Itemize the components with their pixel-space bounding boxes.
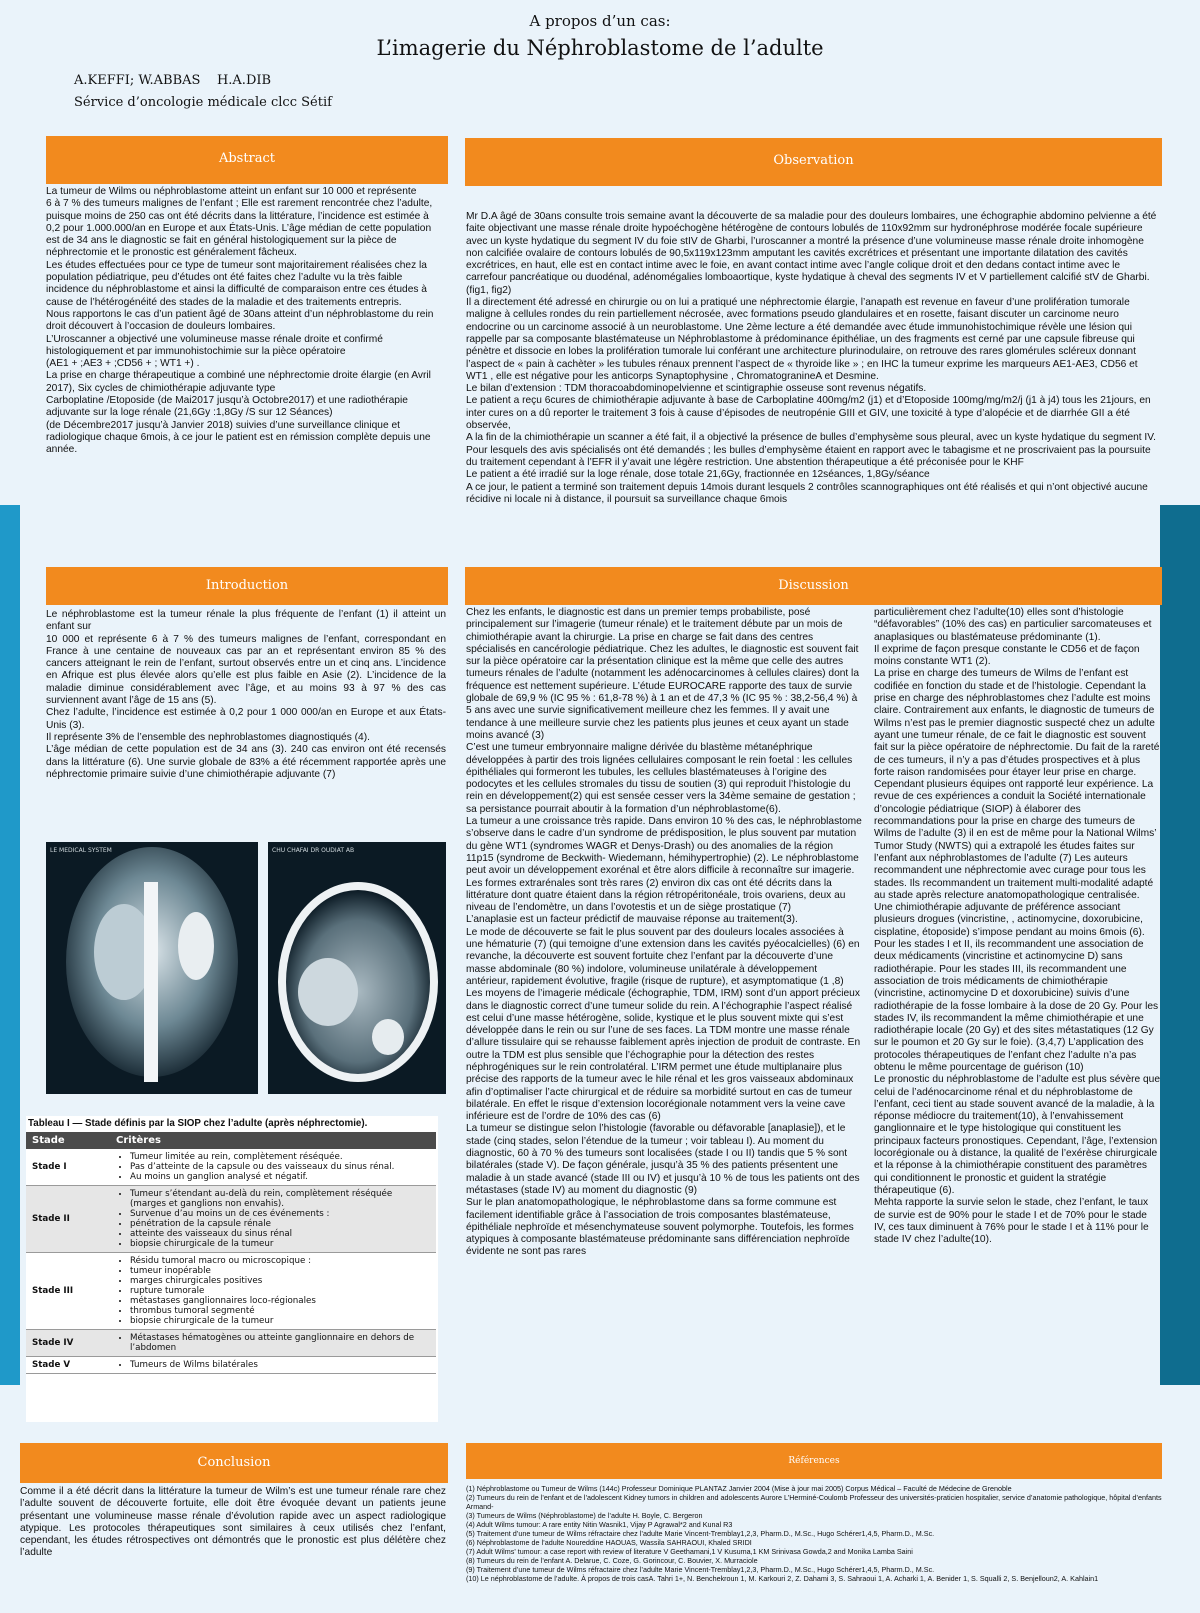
introduction-paragraph: 10 000 et représente 6 à 7 % des tumeurs malignes de l’enfant, correspondant en France à une centaine de nouveaux cas par an et représentant environ 85 % des cancers atteignant le rein de l’enfant, surtout observés entre un et cinq ans. L’incidence en Afrique est plus élevée alors qu’elle est plus faible en Asie (2). L’incidence de la maladie diminue considérablement avec l’âge, et au moins 93 à 97 % des cas surviennent avant l’âge de 15 ans (5). <box>46 633 446 707</box>
abstract-paragraph: La prise en charge thérapeutique a combiné une néphrectomie droite élargie (en Avril 2017), Six cycles de chimiothérapie adjuvante type <box>46 370 431 394</box>
abstract-paragraph: puisque moins de 250 cas ont été décrits dans la littérature, l’incidence est estimée à <box>46 210 429 222</box>
references-list <box>466 1484 1162 1609</box>
criteria-item: • Pas d’atteinte de la capsule ou des vaisseaux du sinus rénal. <box>130 1162 430 1172</box>
left-accent-bar <box>0 505 20 1385</box>
axial-ct-image <box>268 842 446 1094</box>
table-row <box>26 1253 436 1330</box>
criteria-item: • Tumeur limitée au rein, complètement réséquée. <box>130 1152 430 1162</box>
criteria-item: • thrombus tumoral segmenté <box>130 1306 430 1316</box>
abstract-paragraph: (AE1 + ;AE3 + ;CD56 + ; WT1 +) . <box>46 358 200 370</box>
poster-subtitle: A propos d’un cas: <box>529 12 671 30</box>
affiliation: Sérvice d’oncologie médicale clcc Sétif <box>74 95 332 110</box>
coronal-ct-image <box>46 842 258 1094</box>
scan1-label: LE MEDICAL SYSTEM <box>50 847 112 854</box>
observation-text <box>466 211 1160 561</box>
introduction-paragraph: Il représente 3% de l’ensemble des nephroblastomes diagnostiqués (4). <box>46 731 370 743</box>
discussion-header: Discussion <box>465 567 1162 605</box>
stage-cell: Stade V <box>26 1357 110 1374</box>
reference-item: (6) Néphroblastome de l’adulte Noureddine HAOUAS, Wassila SAHRAOUI, Khaled SRIDI <box>466 1538 752 1547</box>
reference-item: (3) Tumeurs de Wilms (Néphroblastome) de l’adulte H. Boyle, C. Bergeron <box>466 1511 703 1520</box>
reference-item: (7) Adult Wilms' tumour: a case report with review of literature V Geethamani,1 V Kusuma,1 KM Srinivasa Gowda,2 and Monika Lamba Saini <box>466 1547 913 1556</box>
criteria-cell <box>110 1149 436 1186</box>
reference-item: (4) Adult Wilms tumour: A rare entity Nitin Wasnik1, Vijay P Agrawal*2 and Kunal R3 <box>466 1520 733 1529</box>
abstract-paragraph: (de Décembre2017 jusqu’à Janvier 2018) suivies d’une surveillance clinique et radiologique chaque 6mois, à ce jour le patient est en rémission complète depuis une année. <box>46 419 431 456</box>
abstract-paragraph: Nous rapportons le cas d’un patient âgé de 30ans atteint d’un néphroblastome du rein droit découvert à l’occasion de douleurs lombaires. <box>46 308 434 333</box>
observation-paragraph: A ce jour, le patient a terminé son traitement depuis 14mois durant lesquels 2 contrôles scannographiques ont été réalisés et qui n’ont objectivé aucune récidive ni locale ni à distance, il poursuit sa surveillance chaque 6mois <box>466 481 1148 505</box>
table-row <box>26 1330 436 1357</box>
discussion-paragraph: Sur le plan anatomopathologique, le néphroblastome dans sa forme commune est facilement identifiable grâce à l’association de trois composantes blastémateuse, épithéliale nephroïde et mésenchymateuse souvent polymorphe. Toutefois, les formes atypiques à composante blastémateuse prédominante sans différenciation nephroïde évidente ne sont pas rares <box>466 1197 854 1258</box>
reference-item: (2) Tumeurs du rein de l’enfant et de l’adolescent Kidney tumors in children and adolescents Aurore L’Herminé-Coulomb Professeur des universités-praticien hospitalier, service d’anatomie pathologique, hôpital d’enfants Armand- <box>466 1493 1162 1511</box>
reference-item: (9) Traitement d’une tumeur de Wilms réfractaire chez l’adulte Marie Vincent-Tremblay1,2,3, Pharm.D., M.Sc., Hugo Schérer1,4,5, Pharm.D., M.Sc. <box>466 1565 935 1574</box>
criteria-item: • atteinte des vaisseaux du sinus rénal <box>130 1229 430 1239</box>
observation-header: Observation <box>465 138 1162 186</box>
conclusion-text <box>20 1486 446 1590</box>
table-row <box>26 1149 436 1186</box>
observation-paragraph: A la fin de la chimiothérapie un scanner a été fait, il a objectivé la présence de bulles d’emphysème sous pleural, avec un kyste hydatique du segment IV. Pour lesquels des avis spécialisés ont été demandés ; les bulles d’emphysème étaient en rapport avec le tabagisme et ne proscrivaient pas la poursuite du traitement cependant à l’EFR il y’avait une légère restriction. Une abstention thérapeutique a été préconisée pour le KHF <box>466 432 1156 468</box>
introduction-text <box>46 609 446 837</box>
abstract-paragraph: La tumeur de Wilms ou néphroblastome atteint un enfant sur 10 000 et représente <box>46 186 417 197</box>
criteria-item: • Survenue d’au moins un de ces événements : <box>130 1209 430 1219</box>
observation-paragraph: Le patient a été irradié sur la loge rénale, dose totale 21,6Gy, fractionnée en 12séances, 1,8Gy/séance <box>466 469 930 481</box>
table-row <box>26 1357 436 1374</box>
abstract-paragraph: L’Uroscanner a objectivé une volumineuse masse rénale droite et confirmé histologiquement et par immunohistochimie sur la pièce opératoire <box>46 333 383 357</box>
abstract-header: Abstract <box>46 136 448 184</box>
conclusion-header: Conclusion <box>20 1443 448 1483</box>
introduction-paragraph: Chez l’adulte, l’incidence est estimée à 0,2 pour 1 000 000/an en Europe et aux États-Unis (3). <box>46 707 446 731</box>
criteria-item: • pénétration de la capsule rénale <box>130 1219 430 1229</box>
scan2-label: CHU CHAFAI DR OUDIAT AB <box>272 847 355 854</box>
abstract-paragraph: 6 à 7 % des tumeurs malignes de l’enfant ; Elle est rarement rencontrée chez l’adulte, <box>46 198 433 210</box>
discussion-paragraph: L’anaplasie est un facteur prédictif de mauvaise réponse au traitement(3). <box>466 914 798 926</box>
discussion-paragraph: Il exprime de façon presque constante le CD56 et de façon moins constante WT1 (2). <box>874 643 1140 668</box>
discussion-paragraph: Le pronostic du néphroblastome de l’adulte est plus sévère que celui de l’adénocarcinome rénal et du néphroblastome de l’enfant, ceci tient au stade souvent avancé de la maladie, à la réponse médiocre du traitement(10), à l’envahissement ganglionnaire et le type histologique qui constituent les principaux facteurs pronostiques. Cependant, l’âge, l’extension locorégionale ou à distance, la qualité de l’exérèse chirurgicale et la réponse à la chimiothérapie constituent des paramètres qui conditionnent le pronostic et guident la stratégie thérapeutique (6). <box>874 1074 1160 1196</box>
criteria-item: • marges chirurgicales positives <box>130 1276 430 1286</box>
abstract-paragraph: Les études effectuées pour ce type de tumeur sont majoritairement réalisées chez la population pédiatrique, peu d’études ont été faites chez l’adulte vu la très faible incidence du néphroblastome et ainsi la difficulté de comparaison entre ces études à cause de l’hétérogénéité des stades de la maladie et des traitements entrepris. <box>46 259 427 308</box>
stage-cell: Stade I <box>26 1149 110 1186</box>
criteria-item: • Tumeur s’étendant au-delà du rein, complètement réséquée (marges et ganglions non envahis). <box>130 1189 430 1209</box>
poster-title: L’imagerie du Néphroblastome de l’adulte <box>376 36 824 60</box>
introduction-paragraph: L’âge médian de cette population est de 34 ans (3). 240 cas environ ont été recensés dans la littérature (6). Une survie globale de 83% a été récemment rapportée après une néphrectomie primaire suivie d’une chimiothérapie adjuvante (7) <box>46 744 446 780</box>
criteria-item: • Métastases hématogènes ou atteinte ganglionnaire en dehors de l’abdomen <box>130 1333 430 1353</box>
stage-table <box>26 1132 436 1374</box>
abstract-text <box>46 186 446 542</box>
discussion-paragraph: La tumeur se distingue selon l’histologie (favorable ou défavorable [anaplasie]), et le stade (cinq stades, selon l’étendue de la tumeur ; voir tableau I). Au moment du diagnostic, 60 à 70 % des tumeurs sont localisées (stade I ou II) tandis que 5 % sont bilatérales (stade V). De façon générale, jusqu’à 35 % des patients présentent une maladie à un stade avancé (stade III ou IV) et jusqu’à 10 % de tous les patients ont des métastases (stade IV) au moment du diagnostic (9) <box>466 1123 860 1196</box>
discussion-paragraph: Mehta rapporte la survie selon le stade, chez l’enfant, le taux de survie est de 90% pour le stade I et de 70% pour le stade IV, ces taux diminuent à 76% pour le stade I et à 11% pour le stade IV chez l’adulte(10). <box>874 1197 1149 1246</box>
discussion-paragraph: La tumeur a une croissance très rapide. Dans environ 10 % des cas, le néphroblastome s’observe dans le cadre d’un syndrome de prédisposition, le plus souvent par mutation du gène WT1 (syndromes WAGR et Denys-Drash) ou des anomalies de la région 11p15 (syndrome de Beckwith- Wiedemann, hémihypertrophie) (2). Le néphroblastome peut avoir un développement exorénal et être alors difficile à reconnaître sur imagerie. Les formes extrarénales sont très rares (2) environ dix cas ont été décrits dans la littérature dont quatre étaient dans la région rétropéritonéale, trois ovariens, deux au niveau de l’endomètre, un dans l’ovotestis et un de siège prostatique (7) <box>466 816 862 914</box>
authors: A.KEFFI; W.ABBAS H.A.DIB <box>74 73 272 88</box>
criteria-item: • biopsie chirurgicale de la tumeur <box>130 1239 430 1249</box>
discussion-paragraph: La prise en charge des tumeurs de Wilms de l’enfant est codifiée en fonction du stade et de l’histologie. Cependant la prise en charge des néphroblastomes chez l’adulte est moins claire. Contrairement aux enfants, le diagnostic de tumeurs de Wilms n’est pas le premier diagnostic suspecté chez un adulte ayant une tumeur rénale, de ce fait le diagnostic est souvent fait sur la pièce opératoire de néphrectomie. Du fait de la rareté de ces tumeurs, il n’y a pas d’études prospectives et à plus forte raison randomisées pour étayer leur prise en charge. Cependant plusieurs équipes ont rapporté leur expérience. La revue de ces expériences a conduit la Société internationale d’oncologie pédiatrique (SIOP) à élaborer des recommandations pour la prise en charge des tumeurs de Wilms de l’adulte (3) il en est de même pour la National Wilms’ Tumor Study (NWTS) qui a extrapolé les études faites sur l’enfant aux néphroblastomes de l’adulte (7) Les auteurs recommandent une néphrectomie avec curage pour tous les stades. Ils recommandent un traitement multi-modalité adapté au stade après relecture anatomopathologique centralisée. Une chimiothérapie adjuvante de préférence associant plusieurs drogues (vincristine, , actinomycine, doxorubicine, cisplatine, étoposide) s’impose pendant au moins 6mois (6). Pour les stades I et II, ils recommandent une association de deux médicaments (vincristine et actinomycine D) sans radiothérapie. Pour les stades III, ils recommandent une association de trois médicaments de chimiothérapie (vincristine, actinomycine D et doxorubicine) suivis d’une radiothérapie de la fosse lombaire à la dose de 20 Gy. Pour les stades IV, ils recommandent la même chimiothérapie et une radiothérapie locale (20 Gy) et des sites métastatiques (12 Gy sur le poumon et 20 Gy sur le foie). (3,4,7) L’application des protocoles thérapeutiques de l’enfant chez l’adulte n’a pas obtenu le même pourcentage de guérison (10) <box>874 668 1160 1073</box>
reference-item: (10) Le néphroblastome de l’adulte. À propos de trois casA. Tahri 1+, N. Benchekroun 1, M. Karkouri 2, Z. Dahami 3, S. Sahraoui 1, A. Acharki 1, A. Benider 1, S. Squalli 2, S. Benjelloun2, A. Kahlain1 <box>466 1574 1099 1583</box>
observation-paragraph: Mr D.A âgé de 30ans consulte trois semaine avant la découverte de sa maladie pour des douleurs lombaires, une échographie abdomino pelvienne a été faite objectivant une masse rénale droite hypoéchogène hétérogène de contours lobulés de 110x92mm sur hydronéphrose modérée focale supérieure avec un kyste hydatique du segment IV du foie stIV de Gharbi, l’uroscanner a montré la présence d’une volumineuse masse rénale droite inhomogène non calcifiée ovalaire de contours lobulés de 90,5x119x123mm amputant les cavités excrétrices et présentant une importante dilatation des cavités excrétrices, en haut, elle est en contact intime avec le foie, en avant contact intime avec l’angle colique droit et den dedans contact intime avec le carrefour pancréatique ou duodénal, adénomégalies lomboaortique, kyste hydatique à cheval des segments IV et V partiellement calcifié stV de Gharbi. (fig1, fig2) <box>466 211 1157 296</box>
criteria-item: • biopsie chirurgicale de la tumeur <box>130 1316 430 1326</box>
conclusion-paragraph: Comme il a été décrit dans la littérature la tumeur de Wilm’s est une tumeur rénale rare chez l’adulte souvent de découverte fortuite, elle doit être évoquée devant un patients jeune présentant une volumineuse masse rénale d’évolution rapide avec un aspect radiologique atypique. Les protocoles thérapeutiques sont similaires à ceux utilisés chez l’enfant, cependant, les études rétrospectives ont démontrés que le pronostic est plus délétère chez l’adulte <box>20 1486 446 1559</box>
introduction-header: Introduction <box>46 567 448 605</box>
criteria-item: • tumeur inopérable <box>130 1266 430 1276</box>
discussion-paragraph: Chez les enfants, le diagnostic est dans un premier temps probabiliste, posé principalement sur l’imagerie (tumeur rénale) et le traitement débute par un mois de chimiothérapie avant la chirurgie. La prise en charge se fait dans des centres spécialisés en cancérologie pédiatrique. Chez les adultes, le diagnostic est souvent fait sur la pièce opératoire car la présentation clinique est la même que celle des autres tumeurs rénales de l’adulte (notamment les adénocarcinomes à cellules claires) dont la fréquence est nettement supérieure. L’étude EUROCARE rapporte des taux de survie globale de 69,9 % (IC 95 % : 61,8-78 %) à 1 an et de 47,3 % (IC 95 % : 38,2-56,4 %) à 5 ans avec une survie significativement meilleure chez les femmes. Il y avait une tendance à une meilleure survie chez les patients plus jeunes et ceux ayant un stade moins avancé (3) <box>466 607 859 741</box>
discussion-column-2 <box>874 607 1160 1417</box>
stage-cell: Stade III <box>26 1253 110 1330</box>
stage-cell: Stade IV <box>26 1330 110 1357</box>
discussion-paragraph: C’est une tumeur embryonnaire maligne dérivée du blastème métanéphrique développées à partir des trois lignées cellulaires composant le rein foetal : les cellules épithéliales qui formeront les tubules, les cellules blastémateuses à l’origine des podocytes et les cellules stromales du tissu de soutien (3) qui reproduit l’histologie du rein en développement(2) qui est sensée cesser vers la 34ème semaine de gestation ; sa persistance pourrait aboutir à la formation d’un néphroblastome(6). <box>466 742 856 815</box>
author-block <box>74 70 332 114</box>
discussion-paragraph: Les moyens de l’imagerie médicale (échographie, TDM, IRM) sont d’un apport précieux dans le diagnostic correct d’une tumeur solide du rein. A l’échographie l’aspect réalisé est celui d’une masse hétérogène, solide, kystique et le plus souvent mixte qui s’est développée dans le rein ou sur l’une de ses faces. La TDM montre une masse rénale d’allure tissulaire qui se rehausse faiblement après injection de produit de contraste. En outre la TDM est plus sensible que l’échographie pour la détection des restes néphrogéniques sur le rein controlatéral. L’IRM permet une étude multiplanaire plus précise des rapports de la tumeur avec le hile rénal et les gros vaisseaux abdominaux afin d’optimaliser l’acte chirurgical et de réduire sa morbidité surtout en cas de tumeur bilatérale. En effet le risque d’extension locorégionale notamment vers la veine cave inférieure est de l’ordre de 10% des cas (6) <box>466 988 861 1123</box>
criteria-cell <box>110 1253 436 1330</box>
criteria-cell <box>110 1330 436 1357</box>
discussion-column-1 <box>466 607 862 1437</box>
criteria-item: • rupture tumorale <box>130 1286 430 1296</box>
reference-item: (1) Néphroblastome ou Tumeur de Wilms (144c) Professeur Dominique PLANTAZ Janvier 2004 (Mise à jour mai 2005) Corpus Médical – Faculté de Médecine de Grenoble <box>466 1484 1012 1493</box>
criteria-cell <box>110 1357 436 1374</box>
reference-item: (8) Tumeurs du rein de l’enfant A. Delarue, C. Coze, G. Gorincour, C. Bouvier, X. Murraciole <box>466 1556 758 1565</box>
table-row <box>26 1186 436 1253</box>
criteria-cell <box>110 1186 436 1253</box>
reference-item: (5) Traitement d’une tumeur de Wilms réfractaire chez l’adulte Marie Vincent-Tremblay1,2,3, Pharm.D., M.Sc., Hugo Schérer1,4,5, Pharm.D., M.Sc. <box>466 1529 935 1538</box>
table-caption: Tableau I — Stade définis par la SIOP chez l’adulte (après néphrectomie). <box>28 1118 368 1129</box>
discussion-paragraph: Le mode de découverte se fait le plus souvent par des douleurs locales associées à une hématurie (7) (qui temoigne d’une extension dans les cavités pyéocalcielles) (6) en revanche, la découverte est souvent fortuite chez l’enfant par la découverte d’une masse abdominale (80 %) indolore, volumineuse unilatérale à développement antérieur, rapidement évolutive, fragile (risque de rupture), et asymptomatique (1 ,8) <box>466 926 860 987</box>
observation-paragraph: Le bilan d’extension : TDM thoracoabdominopelvienne et scintigraphie osseuse sont revenus négatifs. <box>466 383 927 395</box>
siop-stage-table <box>26 1116 438 1422</box>
table-header-row <box>26 1132 436 1149</box>
abstract-paragraph: Carboplatine /Etoposide (de Mai2017 jusqu’à Octobre2017) et une radiothérapie adjuvante sur la loge rénale (21,6Gy :1,8Gy /S sur 12 Séances) <box>46 395 408 419</box>
criteria-item: • Au moins un ganglion analysé et négatif. <box>130 1172 430 1182</box>
observation-paragraph: Il a directement été adressé en chirurgie ou on lui a pratiqué une néphrectomie élargie, l’anapath est revenue en faveur d’une prolifération tumorale maligne à cellules rondes du rein partiellement nécrosée, avec formations pseudo glandulaires et en rosette, faisant discuter un carcinome neuro endocrine ou un carcinome associé à un neuroblastome. Une 2ème lecture a été demandée avec étude immunohistochimique révèle une lésion qui rappelle par sa composante blastémateuse un Néphroblastome à prédominance épithéliae, un des fragments est cerné par une capsule fibreuse qui pénètre et dissocie en lobes la prolifération tumorale lui conférant une architecture plurinodulaire, on retrouve des rares glomérules scléreux donnant l’aspect de « pain à cachèter » les tubules rénaux prennent l’aspect de « thyroide like » ; en IHC la tumeur exprime les marqueurs AE1-AE3, CD56 et WT1 , elle est négative pour les anticorps Synaptophysine , ChromatogranineA et Desmine. <box>466 297 1138 382</box>
column-stage: Stade <box>26 1132 110 1149</box>
references-header: Références <box>466 1443 1162 1479</box>
introduction-paragraph: Le néphroblastome est la tumeur rénale la plus fréquente de l’enfant (1) il atteint un enfant sur <box>46 609 446 633</box>
discussion-paragraph: particulièrement chez l’adulte(10) elles sont d’histologie “défavorables” (10% des cas) en particulier sarcomateuses et anaplasiques ou blastémateuse prédominante (1). <box>874 607 1152 643</box>
criteria-item: • Résidu tumoral macro ou microscopique : <box>130 1256 430 1266</box>
observation-paragraph: Le patient a reçu 6cures de chimiothérapie adjuvante à base de Carboplatine 400mg/m2 (j1) et d’Etoposide 100mg/mg/m2/j (j1 à j4) tous les 21jours, en inter cures on a dû reporter le traitement 3 fois à cause d’épisodes de neutropénie GIII et GIV, une toxicité à type d’alopécie et de diarrhée GII a été observée, <box>466 395 1151 432</box>
criteria-item: • métastases ganglionnaires loco-régionales <box>130 1296 430 1306</box>
stage-cell: Stade II <box>26 1186 110 1253</box>
abstract-paragraph: 0,2 pour 1.000.000/an en Europe et aux États-Unis. L’âge médian de cette population est de 34 ans le diagnostic se fait en général histologiquement sur la pièce de néphrectomie et le pronostic est généralement fâcheux. <box>46 222 432 259</box>
column-criteria: Critères <box>110 1132 436 1149</box>
criteria-item: • Tumeurs de Wilms bilatérales <box>130 1360 430 1370</box>
right-accent-bar <box>1160 505 1200 1385</box>
poster-header <box>0 10 1200 60</box>
